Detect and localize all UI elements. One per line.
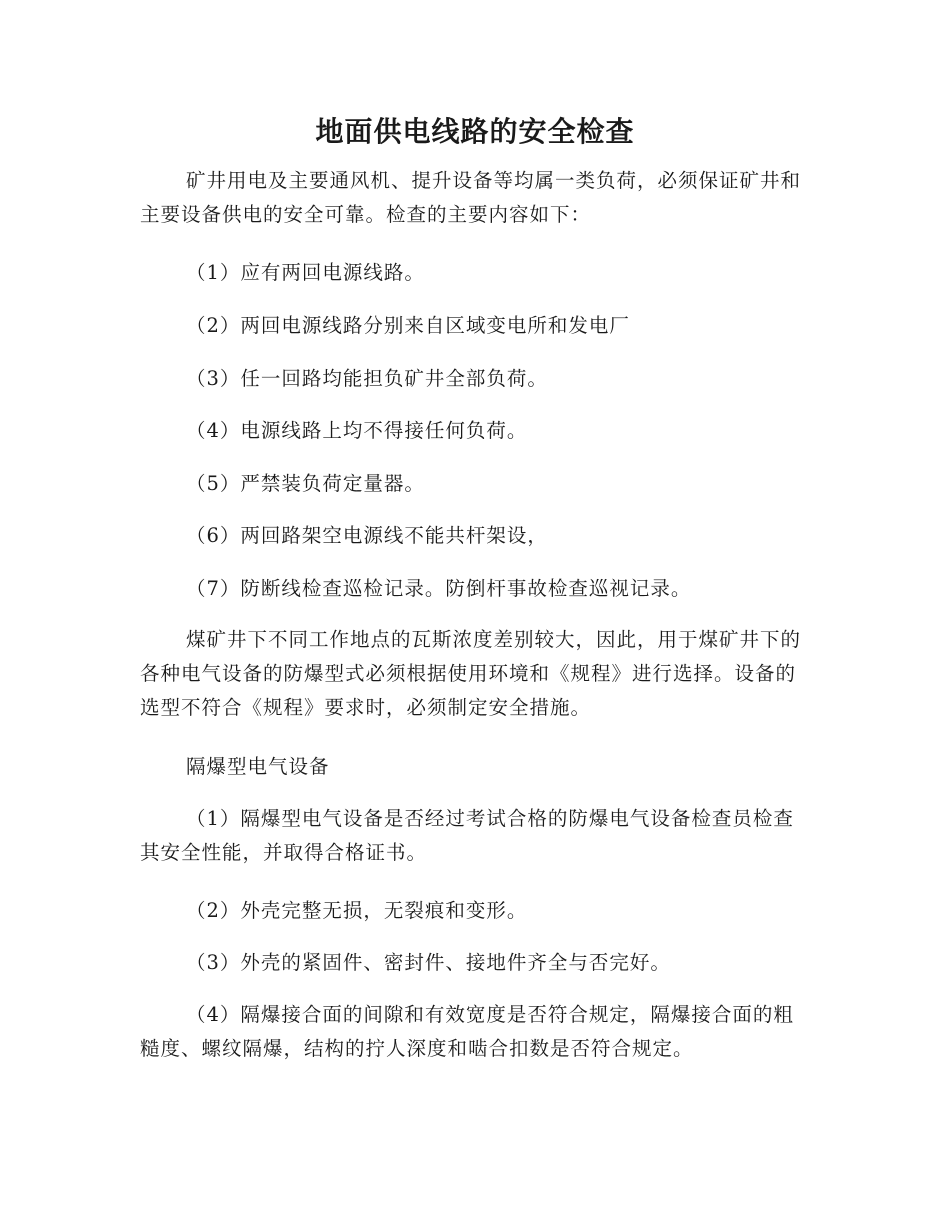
paragraph-item-3: （3）任一回路均能担负矿井全部负荷。 — [186, 367, 548, 390]
paragraph-item-7: （7）防断线检查巡检记录。防倒杆事故检查巡视记录。 — [186, 577, 692, 600]
paragraph-flameproof-1: （1）隔爆型电气设备是否经过考试合格的防爆电气设备检查员检查其安全性能，并取得合格证书。 — [140, 807, 794, 864]
paragraph-intro: 矿井用电及主要通风机、提升设备等均属一类负荷，必须保证矿井和主要设备供电的安全可靠。检查的主要内容如下： — [140, 169, 802, 226]
paragraph-item-4: （4）电源线路上均不得接任何负荷。 — [186, 419, 528, 442]
paragraph-flameproof-3: （3）外壳的紧固件、密封件、接地件齐全与否完好。 — [186, 951, 671, 974]
paragraph-flameproof-2: （2）外壳完整无损，无裂痕和变形。 — [186, 899, 528, 922]
paragraph-item-1: （1）应有两回电源线路。 — [186, 261, 425, 284]
paragraph-flameproof-4: （4）隔爆接合面的间隙和有效宽度是否符合规定，隔爆接合面的粗糙度、螺纹隔爆，结构的拧人深度和啮合扣数是否符合规定。 — [140, 1003, 794, 1060]
document-title: 地面供电线路的安全检查 — [315, 115, 635, 148]
paragraph-item-2: （2）两回电源线路分别来自区域变电所和发电厂 — [186, 314, 630, 337]
paragraph-item-5: （5）严禁装负荷定量器。 — [186, 472, 425, 495]
paragraph-explosion-proof: 煤矿井下不同工作地点的瓦斯浓度差别较大，因此，用于煤矿井下的各种电气设备的防爆型式必须根据使用环境和《规程》进行选择。设备的选型不符合《规程》要求时，必须制定安全措施。 — [140, 628, 802, 719]
paragraph-item-6: （6）两回路架空电源线不能共杆架设， — [186, 524, 548, 547]
section-heading-flameproof: 隔爆型电气设备 — [186, 755, 330, 778]
